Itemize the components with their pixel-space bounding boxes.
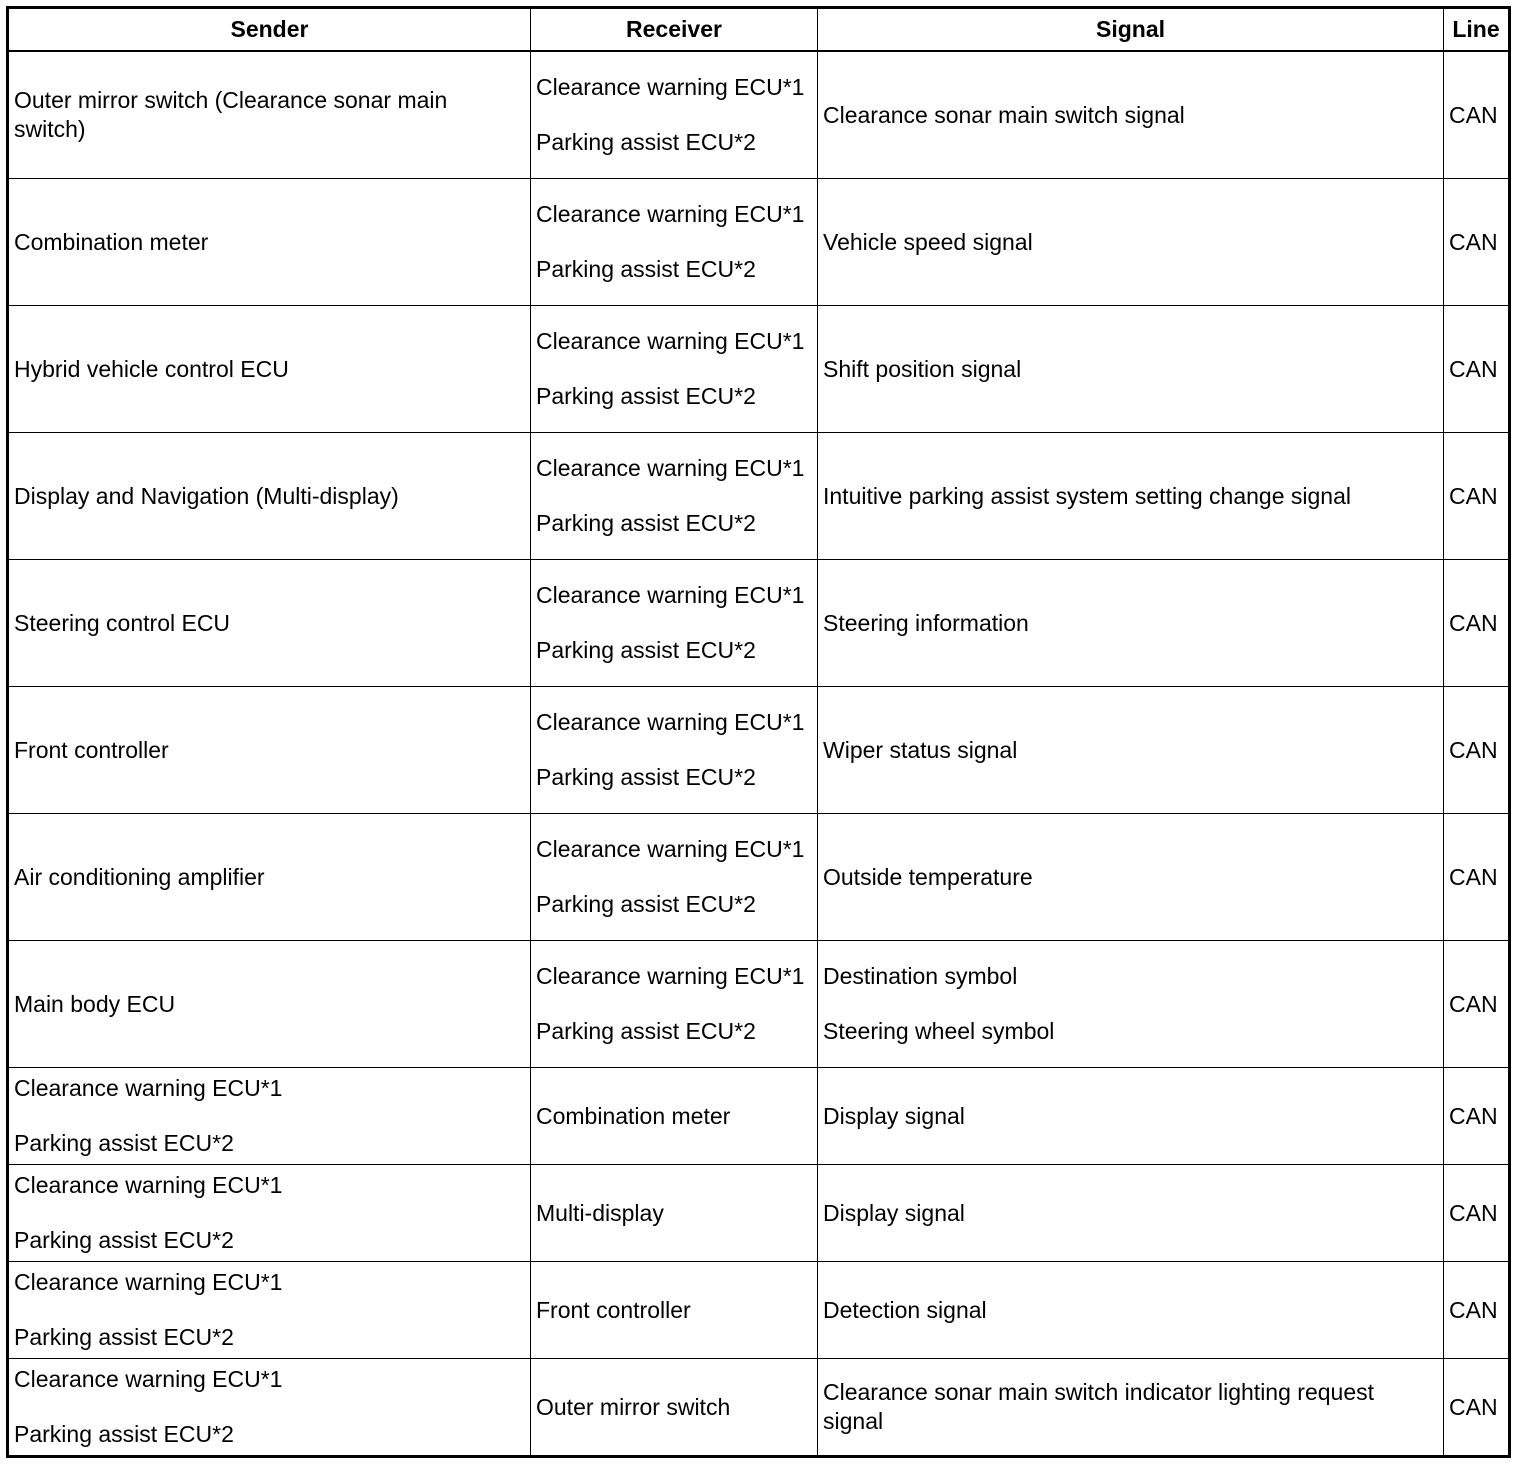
signal-cell — [818, 51, 1444, 179]
receiver-cell — [531, 51, 818, 179]
sender-text: Parking assist ECU*2 — [14, 1130, 234, 1156]
table-row — [8, 1165, 1510, 1262]
signal-text: Steering information — [823, 609, 1029, 636]
line-cell: CAN — [1444, 1262, 1510, 1359]
table-row — [8, 1262, 1510, 1359]
signal-text: Outside temperature — [823, 863, 1033, 890]
receiver-text: Parking assist ECU*2 — [536, 764, 756, 790]
line-cell: CAN — [1444, 814, 1510, 941]
sender-cell — [8, 1359, 531, 1457]
signal-cell — [818, 306, 1444, 433]
receiver-cell — [531, 1359, 818, 1457]
signal-cell — [818, 1359, 1444, 1457]
signal-text: Clearance sonar main switch indicator lighting request signal — [823, 1379, 1375, 1434]
receiver-text: Clearance warning ECU*1 — [536, 963, 805, 989]
signal-cell — [818, 560, 1444, 687]
header-receiver: Receiver — [531, 8, 818, 52]
sender-text: Outer mirror switch (Clearance sonar main switch) — [14, 87, 448, 142]
signal-text: Clearance sonar main switch signal — [823, 101, 1185, 128]
signal-cell — [818, 1165, 1444, 1262]
sender-text: Front controller — [14, 736, 169, 763]
table-body — [8, 51, 1510, 1457]
receiver-cell — [531, 941, 818, 1068]
receiver-cell — [531, 306, 818, 433]
line-cell: CAN — [1444, 179, 1510, 306]
receiver-cell — [531, 179, 818, 306]
line-cell: CAN — [1444, 560, 1510, 687]
sender-text: Clearance warning ECU*1 — [14, 1366, 283, 1392]
line-cell: CAN — [1444, 306, 1510, 433]
table-row — [8, 814, 1510, 941]
sender-text: Parking assist ECU*2 — [14, 1227, 234, 1253]
receiver-text: Clearance warning ECU*1 — [536, 328, 805, 354]
table-row — [8, 687, 1510, 814]
sender-text: Combination meter — [14, 228, 209, 255]
signal-text: Shift position signal — [823, 355, 1022, 382]
sender-cell — [8, 941, 531, 1068]
receiver-cell — [531, 560, 818, 687]
header-signal: Signal — [818, 8, 1444, 52]
signal-text: Wiper status signal — [823, 736, 1018, 763]
line-cell: CAN — [1444, 687, 1510, 814]
receiver-cell — [531, 687, 818, 814]
table-row — [8, 1359, 1510, 1457]
receiver-cell — [531, 1068, 818, 1165]
line-cell: CAN — [1444, 941, 1510, 1068]
line-cell: CAN — [1444, 1068, 1510, 1165]
line-cell: CAN — [1444, 1359, 1510, 1457]
receiver-text: Combination meter — [536, 1102, 731, 1129]
receiver-text: Clearance warning ECU*1 — [536, 836, 805, 862]
communication-table — [6, 6, 1511, 1458]
sender-text: Parking assist ECU*2 — [14, 1324, 234, 1350]
sender-cell — [8, 687, 531, 814]
line-cell: CAN — [1444, 1165, 1510, 1262]
receiver-text: Front controller — [536, 1296, 691, 1323]
sender-text: Air conditioning amplifier — [14, 863, 265, 890]
line-cell: CAN — [1444, 433, 1510, 560]
table-row — [8, 941, 1510, 1068]
sender-text: Main body ECU — [14, 990, 176, 1017]
sender-cell — [8, 433, 531, 560]
receiver-text: Parking assist ECU*2 — [536, 383, 756, 409]
signal-text: Steering wheel symbol — [823, 1018, 1055, 1044]
signal-cell — [818, 1068, 1444, 1165]
signal-cell — [818, 941, 1444, 1068]
signal-text: Intuitive parking assist system setting change signal — [823, 482, 1351, 509]
receiver-cell — [531, 433, 818, 560]
receiver-text: Parking assist ECU*2 — [536, 637, 756, 663]
receiver-text: Parking assist ECU*2 — [536, 129, 756, 155]
table-row — [8, 51, 1510, 179]
receiver-cell — [531, 814, 818, 941]
table-header — [8, 8, 1510, 52]
signal-text: Display signal — [823, 1199, 965, 1226]
receiver-text: Clearance warning ECU*1 — [536, 709, 805, 735]
receiver-text: Parking assist ECU*2 — [536, 891, 756, 917]
signal-cell — [818, 1262, 1444, 1359]
sender-cell — [8, 1262, 531, 1359]
sender-text: Display and Navigation (Multi-display) — [14, 482, 399, 509]
signal-cell — [818, 433, 1444, 560]
signal-text: Display signal — [823, 1102, 965, 1129]
receiver-text: Outer mirror switch — [536, 1393, 731, 1420]
sender-text: Steering control ECU — [14, 609, 231, 636]
sender-text: Clearance warning ECU*1 — [14, 1075, 283, 1101]
signal-cell — [818, 814, 1444, 941]
sender-cell — [8, 306, 531, 433]
table-row — [8, 306, 1510, 433]
table-row — [8, 560, 1510, 687]
sender-text: Hybrid vehicle control ECU — [14, 355, 289, 382]
sender-text: Parking assist ECU*2 — [14, 1421, 234, 1447]
sender-cell — [8, 560, 531, 687]
receiver-cell — [531, 1262, 818, 1359]
receiver-cell — [531, 1165, 818, 1262]
sender-cell — [8, 51, 531, 179]
header-row — [8, 8, 1510, 52]
header-sender: Sender — [8, 8, 531, 52]
sender-cell — [8, 814, 531, 941]
header-line: Line — [1444, 8, 1510, 52]
table-row — [8, 179, 1510, 306]
signal-cell — [818, 687, 1444, 814]
receiver-text: Clearance warning ECU*1 — [536, 74, 805, 100]
sender-cell — [8, 1165, 531, 1262]
table-row — [8, 1068, 1510, 1165]
receiver-text: Clearance warning ECU*1 — [536, 455, 805, 481]
receiver-text: Clearance warning ECU*1 — [536, 201, 805, 227]
line-cell: CAN — [1444, 51, 1510, 179]
receiver-text: Parking assist ECU*2 — [536, 510, 756, 536]
signal-cell — [818, 179, 1444, 306]
receiver-text: Multi-display — [536, 1199, 664, 1226]
receiver-text: Clearance warning ECU*1 — [536, 582, 805, 608]
receiver-text: Parking assist ECU*2 — [536, 1018, 756, 1044]
signal-text: Vehicle speed signal — [823, 228, 1033, 255]
signal-text: Detection signal — [823, 1296, 987, 1323]
table-row — [8, 433, 1510, 560]
sender-cell — [8, 179, 531, 306]
sender-text: Clearance warning ECU*1 — [14, 1172, 283, 1198]
receiver-text: Parking assist ECU*2 — [536, 256, 756, 282]
signal-text: Destination symbol — [823, 963, 1018, 989]
sender-text: Clearance warning ECU*1 — [14, 1269, 283, 1295]
sender-cell — [8, 1068, 531, 1165]
